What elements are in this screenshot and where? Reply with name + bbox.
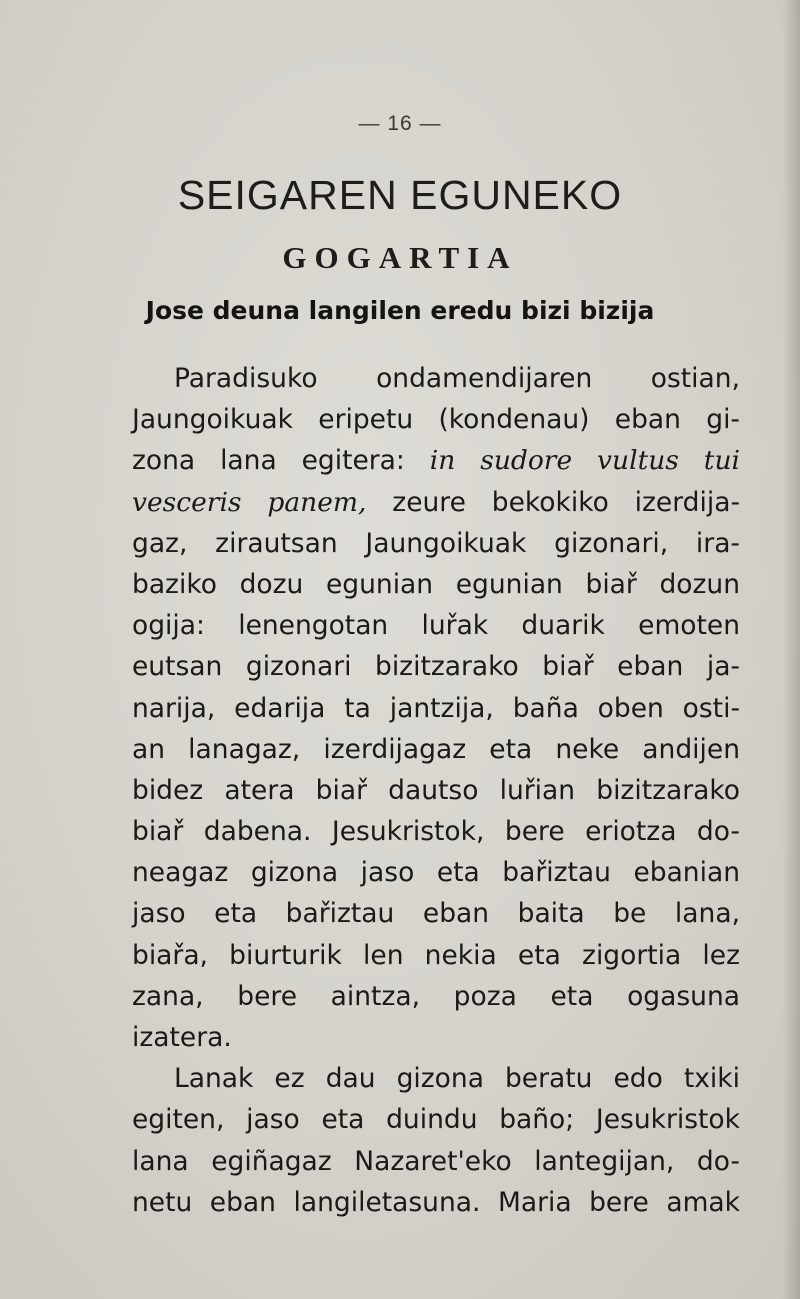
text-line [132,482,740,523]
paragraph [132,1058,740,1223]
text-line [132,564,740,605]
italic-text: vesceris panem, [132,486,367,518]
italic-text: in sudore vultus tui [429,445,740,477]
text-line [132,605,740,646]
text-line [132,770,740,811]
text-line [132,1017,740,1058]
body-text [132,358,740,1223]
text-segment: zana, bere aintza, poza eta ogasuna [132,980,740,1012]
text-line [132,852,740,893]
text-segment: netu eban langiletasuna. Maria bere amak [132,1186,740,1218]
text-segment: narija, edarija ta jantzija, baña oben osti- [132,692,740,724]
text-line [132,1182,740,1223]
text-line [132,1099,740,1140]
text-segment: gaz, zirautsan Jaungoikuak gizonari, ira- [132,527,740,559]
text-segment: izatera. [132,1022,232,1053]
page-number: — 16 — [358,112,442,135]
text-segment: zeure bekokiko izerdija- [366,486,741,518]
text-line [132,893,740,934]
text-segment: bidez atera biař dautso luřian bizitzarako [132,774,740,806]
text-segment: Paradisuko ondamendijaren ostian, [174,363,740,394]
text-segment: neagaz gizona jaso eta bařiztau ebanian [132,857,740,889]
text-segment: Lanak ez dau gizona beratu edo txiki [174,1063,740,1095]
chapter-title: SEIGAREN EGUNEKO [177,172,623,218]
paragraph [132,358,740,1058]
text-line [132,935,740,976]
text-line [132,358,740,399]
text-segment: biařa, biurturik len nekia eta zigortia lez [132,939,740,971]
text-segment: an lanagaz, izerdijagaz eta neke andijen [132,733,740,765]
text-line [132,1058,740,1099]
text-line [132,688,740,729]
chapter-subtitle: GOGARTIA [282,240,518,275]
text-line [132,976,740,1017]
text-line [132,646,740,687]
text-segment: baziko dozu egunian egunian biař dozun [132,568,740,600]
text-line [132,1141,740,1182]
text-line [132,399,740,440]
text-segment: biař dabena. Jesukristok, bere eriotza do- [132,816,740,848]
text-line [132,811,740,852]
text-segment: ogija: lenengotan luřak duarik emoten [132,610,740,642]
text-line [132,729,740,770]
text-segment: jaso eta bařiztau eban baita be lana, [132,898,740,930]
text-line [132,440,740,481]
text-segment: Jaungoikuak eripetu (kondenau) eban gi- [132,404,740,436]
text-segment: lana egiñagaz Nazaret'eko lantegijan, do- [132,1145,740,1177]
text-line [132,523,740,564]
section-heading: Jose deuna langilen eredu bizi bizija [145,296,655,325]
text-segment: eutsan gizonari bizitzarako biař eban ja- [132,651,740,683]
text-segment: zona lana egitera: [132,445,430,477]
text-segment: egiten, jaso eta duindu baño; Jesukristok [132,1104,740,1136]
